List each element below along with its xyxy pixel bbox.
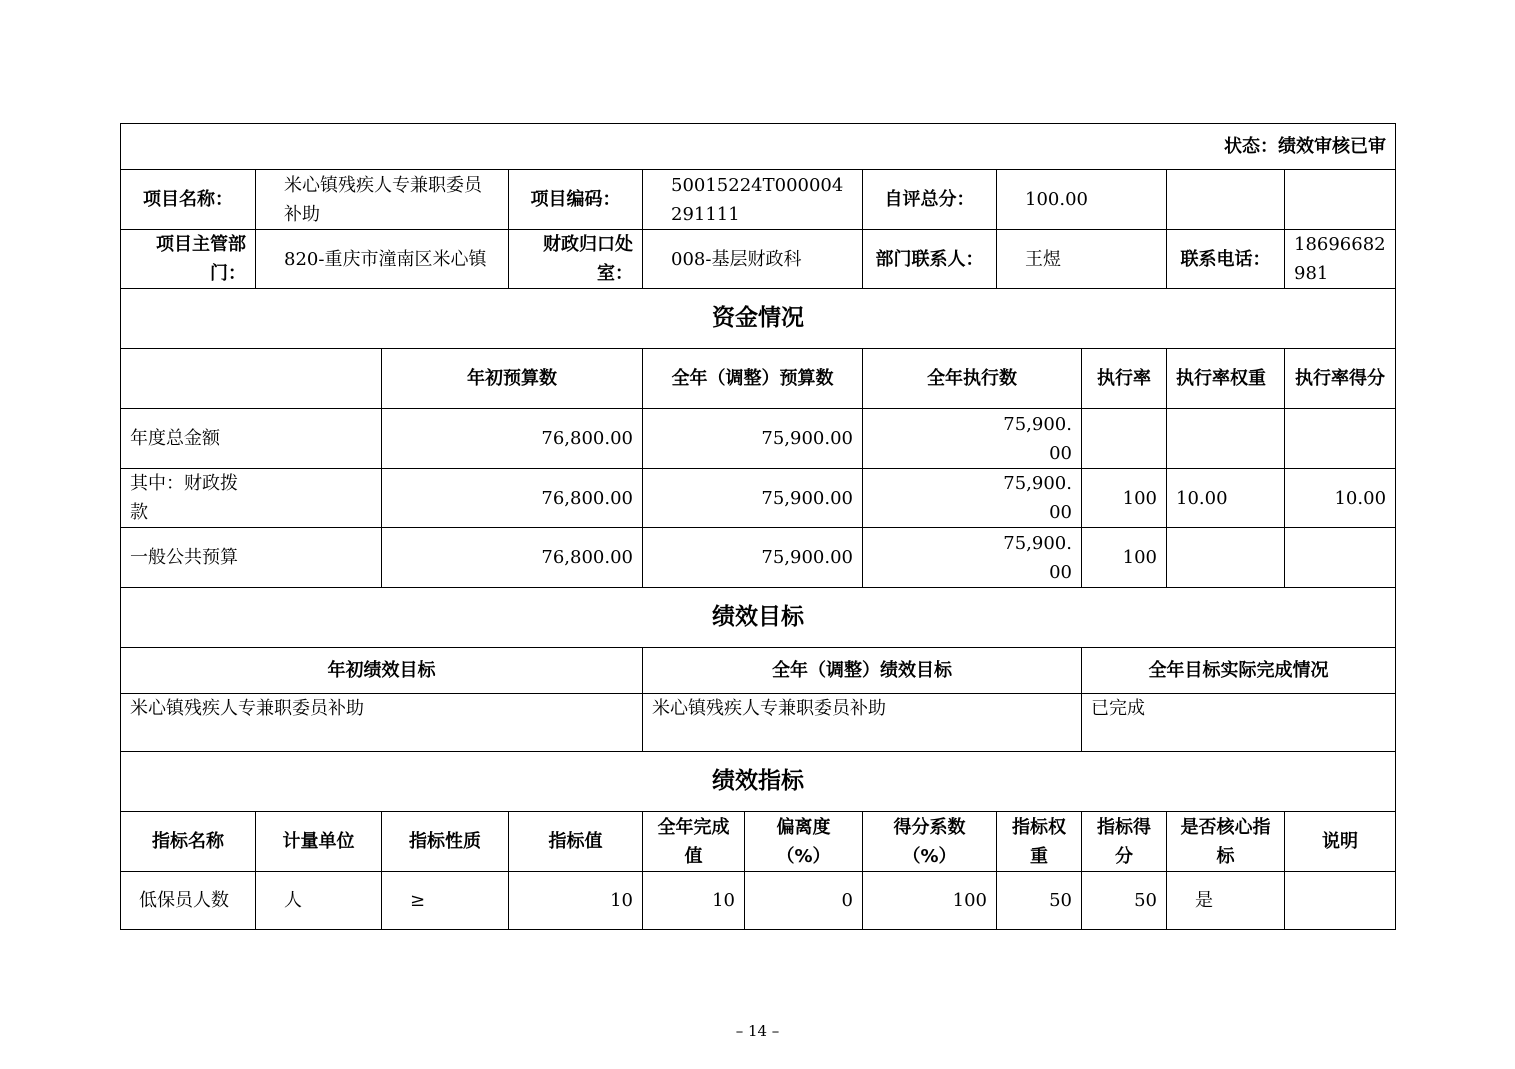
ind-header-value: 指标值: [509, 812, 643, 872]
project-name-label: 项目名称：: [121, 170, 256, 230]
project-code-value: 50015224T000004291111: [643, 170, 863, 230]
status-row: [121, 124, 1396, 170]
funds-row-label-text: 其中：财政拨款: [130, 473, 238, 523]
empty-cell: [1167, 170, 1285, 230]
ind-name: 低保员人数: [121, 872, 256, 930]
funds-row: [121, 409, 1396, 469]
goals-adjusted-value: 米心镇残疾人专兼职委员补助: [643, 694, 1082, 752]
project-name-value: 米心镇残疾人专兼职委员补助: [256, 170, 509, 230]
ind-value: 10: [509, 872, 643, 930]
ind-header-deviation: 偏离度（%）: [745, 812, 863, 872]
ind-actual: 10: [643, 872, 745, 930]
page-number: – 14 –: [735, 1022, 780, 1040]
dept-label: 项目主管部门：: [121, 230, 256, 289]
funds-rate-score: 10.00: [1285, 469, 1396, 528]
funds-header-rate-score: 执行率得分: [1285, 349, 1396, 409]
goals-section-title: 绩效目标: [121, 588, 1396, 648]
funds-rate-weight: 10.00: [1167, 469, 1285, 528]
funds-header-rate: 执行率: [1082, 349, 1167, 409]
ind-header-core: 是否核心指标: [1167, 812, 1285, 872]
ind-header-score: 指标得分: [1082, 812, 1167, 872]
funds-header-initial-budget: 年初预算数: [382, 349, 643, 409]
goals-header-initial: 年初绩效目标: [121, 648, 643, 694]
funds-row-label: [121, 528, 382, 588]
funds-rate: 100: [1082, 528, 1167, 588]
self-score-label: 自评总分：: [863, 170, 997, 230]
indicators-section-title: 绩效指标: [121, 752, 1396, 812]
funds-rate: [1082, 409, 1167, 469]
funds-adjusted-budget: 75,900.00: [643, 409, 863, 469]
goals-value-row: [121, 694, 1396, 752]
funds-section-title: 资金情况: [121, 289, 1396, 349]
ind-header-actual: 全年完成值: [643, 812, 745, 872]
funds-header-executed: 全年执行数: [863, 349, 1082, 409]
funds-row: [121, 469, 1396, 528]
phone-label: 联系电话：: [1167, 230, 1285, 289]
funds-adjusted-budget: 75,900.00: [643, 528, 863, 588]
funds-rate: 100: [1082, 469, 1167, 528]
funds-adjusted-budget: 75,900.00: [643, 469, 863, 528]
ind-nature: ≥: [382, 872, 509, 930]
ind-weight: 50: [997, 872, 1082, 930]
ind-coefficient: 100: [863, 872, 997, 930]
indicators-header-row: [121, 812, 1396, 872]
funds-row-label: [121, 469, 382, 528]
contact-label: 部门联系人：: [863, 230, 997, 289]
indicator-row: [121, 872, 1396, 930]
status-text: 状态：绩效审核已审: [121, 124, 1396, 170]
dept-value: 820-重庆市潼南区米心镇: [256, 230, 509, 289]
info-row-1: [121, 170, 1396, 230]
contact-value: 王煜: [997, 230, 1167, 289]
goals-header-adjusted: 全年（调整）绩效目标: [643, 648, 1082, 694]
funds-executed: 75,900.00: [863, 469, 1082, 528]
ind-header-coefficient: 得分系数（%）: [863, 812, 997, 872]
funds-executed: 75,900.00: [863, 409, 1082, 469]
ind-core: 是: [1167, 872, 1285, 930]
funds-initial-budget: 76,800.00: [382, 528, 643, 588]
info-row-2: [121, 230, 1396, 289]
empty-cell: [1285, 170, 1396, 230]
ind-header-note: 说明: [1285, 812, 1396, 872]
finance-label: 财政归口处室：: [509, 230, 643, 289]
funds-header-adjusted-budget: 全年（调整）预算数: [643, 349, 863, 409]
self-score-value: 100.00: [997, 170, 1167, 230]
funds-rate-score: [1285, 409, 1396, 469]
funds-initial-budget: 76,800.00: [382, 409, 643, 469]
performance-table: [120, 123, 1396, 930]
funds-header-row: [121, 349, 1396, 409]
ind-header-weight: 指标权重: [997, 812, 1082, 872]
ind-score: 50: [1082, 872, 1167, 930]
ind-header-name: 指标名称: [121, 812, 256, 872]
goals-title-row: [121, 588, 1396, 648]
funds-initial-budget: 76,800.00: [382, 469, 643, 528]
funds-header-rate-weight: 执行率权重: [1167, 349, 1285, 409]
goals-header-completion: 全年目标实际完成情况: [1082, 648, 1396, 694]
funds-executed: 75,900.00: [863, 528, 1082, 588]
funds-title-row: [121, 289, 1396, 349]
phone-value: 18696682981: [1285, 230, 1396, 289]
funds-rate-score: [1285, 528, 1396, 588]
funds-row-label-text: 一般公共预算: [130, 547, 238, 568]
funds-row: [121, 528, 1396, 588]
goals-completion-value: 已完成: [1082, 694, 1396, 752]
indicators-title-row: [121, 752, 1396, 812]
ind-header-unit: 计量单位: [256, 812, 382, 872]
ind-deviation: 0: [745, 872, 863, 930]
ind-header-nature: 指标性质: [382, 812, 509, 872]
project-code-label: 项目编码：: [509, 170, 643, 230]
funds-rate-weight: [1167, 409, 1285, 469]
funds-rate-weight: [1167, 528, 1285, 588]
funds-header-blank: [121, 349, 382, 409]
ind-unit: 人: [256, 872, 382, 930]
goals-initial-value: 米心镇残疾人专兼职委员补助: [121, 694, 643, 752]
finance-value: 008-基层财政科: [643, 230, 863, 289]
goals-header-row: [121, 648, 1396, 694]
funds-row-label: 年度总金额: [121, 409, 382, 469]
ind-note: [1285, 872, 1396, 930]
